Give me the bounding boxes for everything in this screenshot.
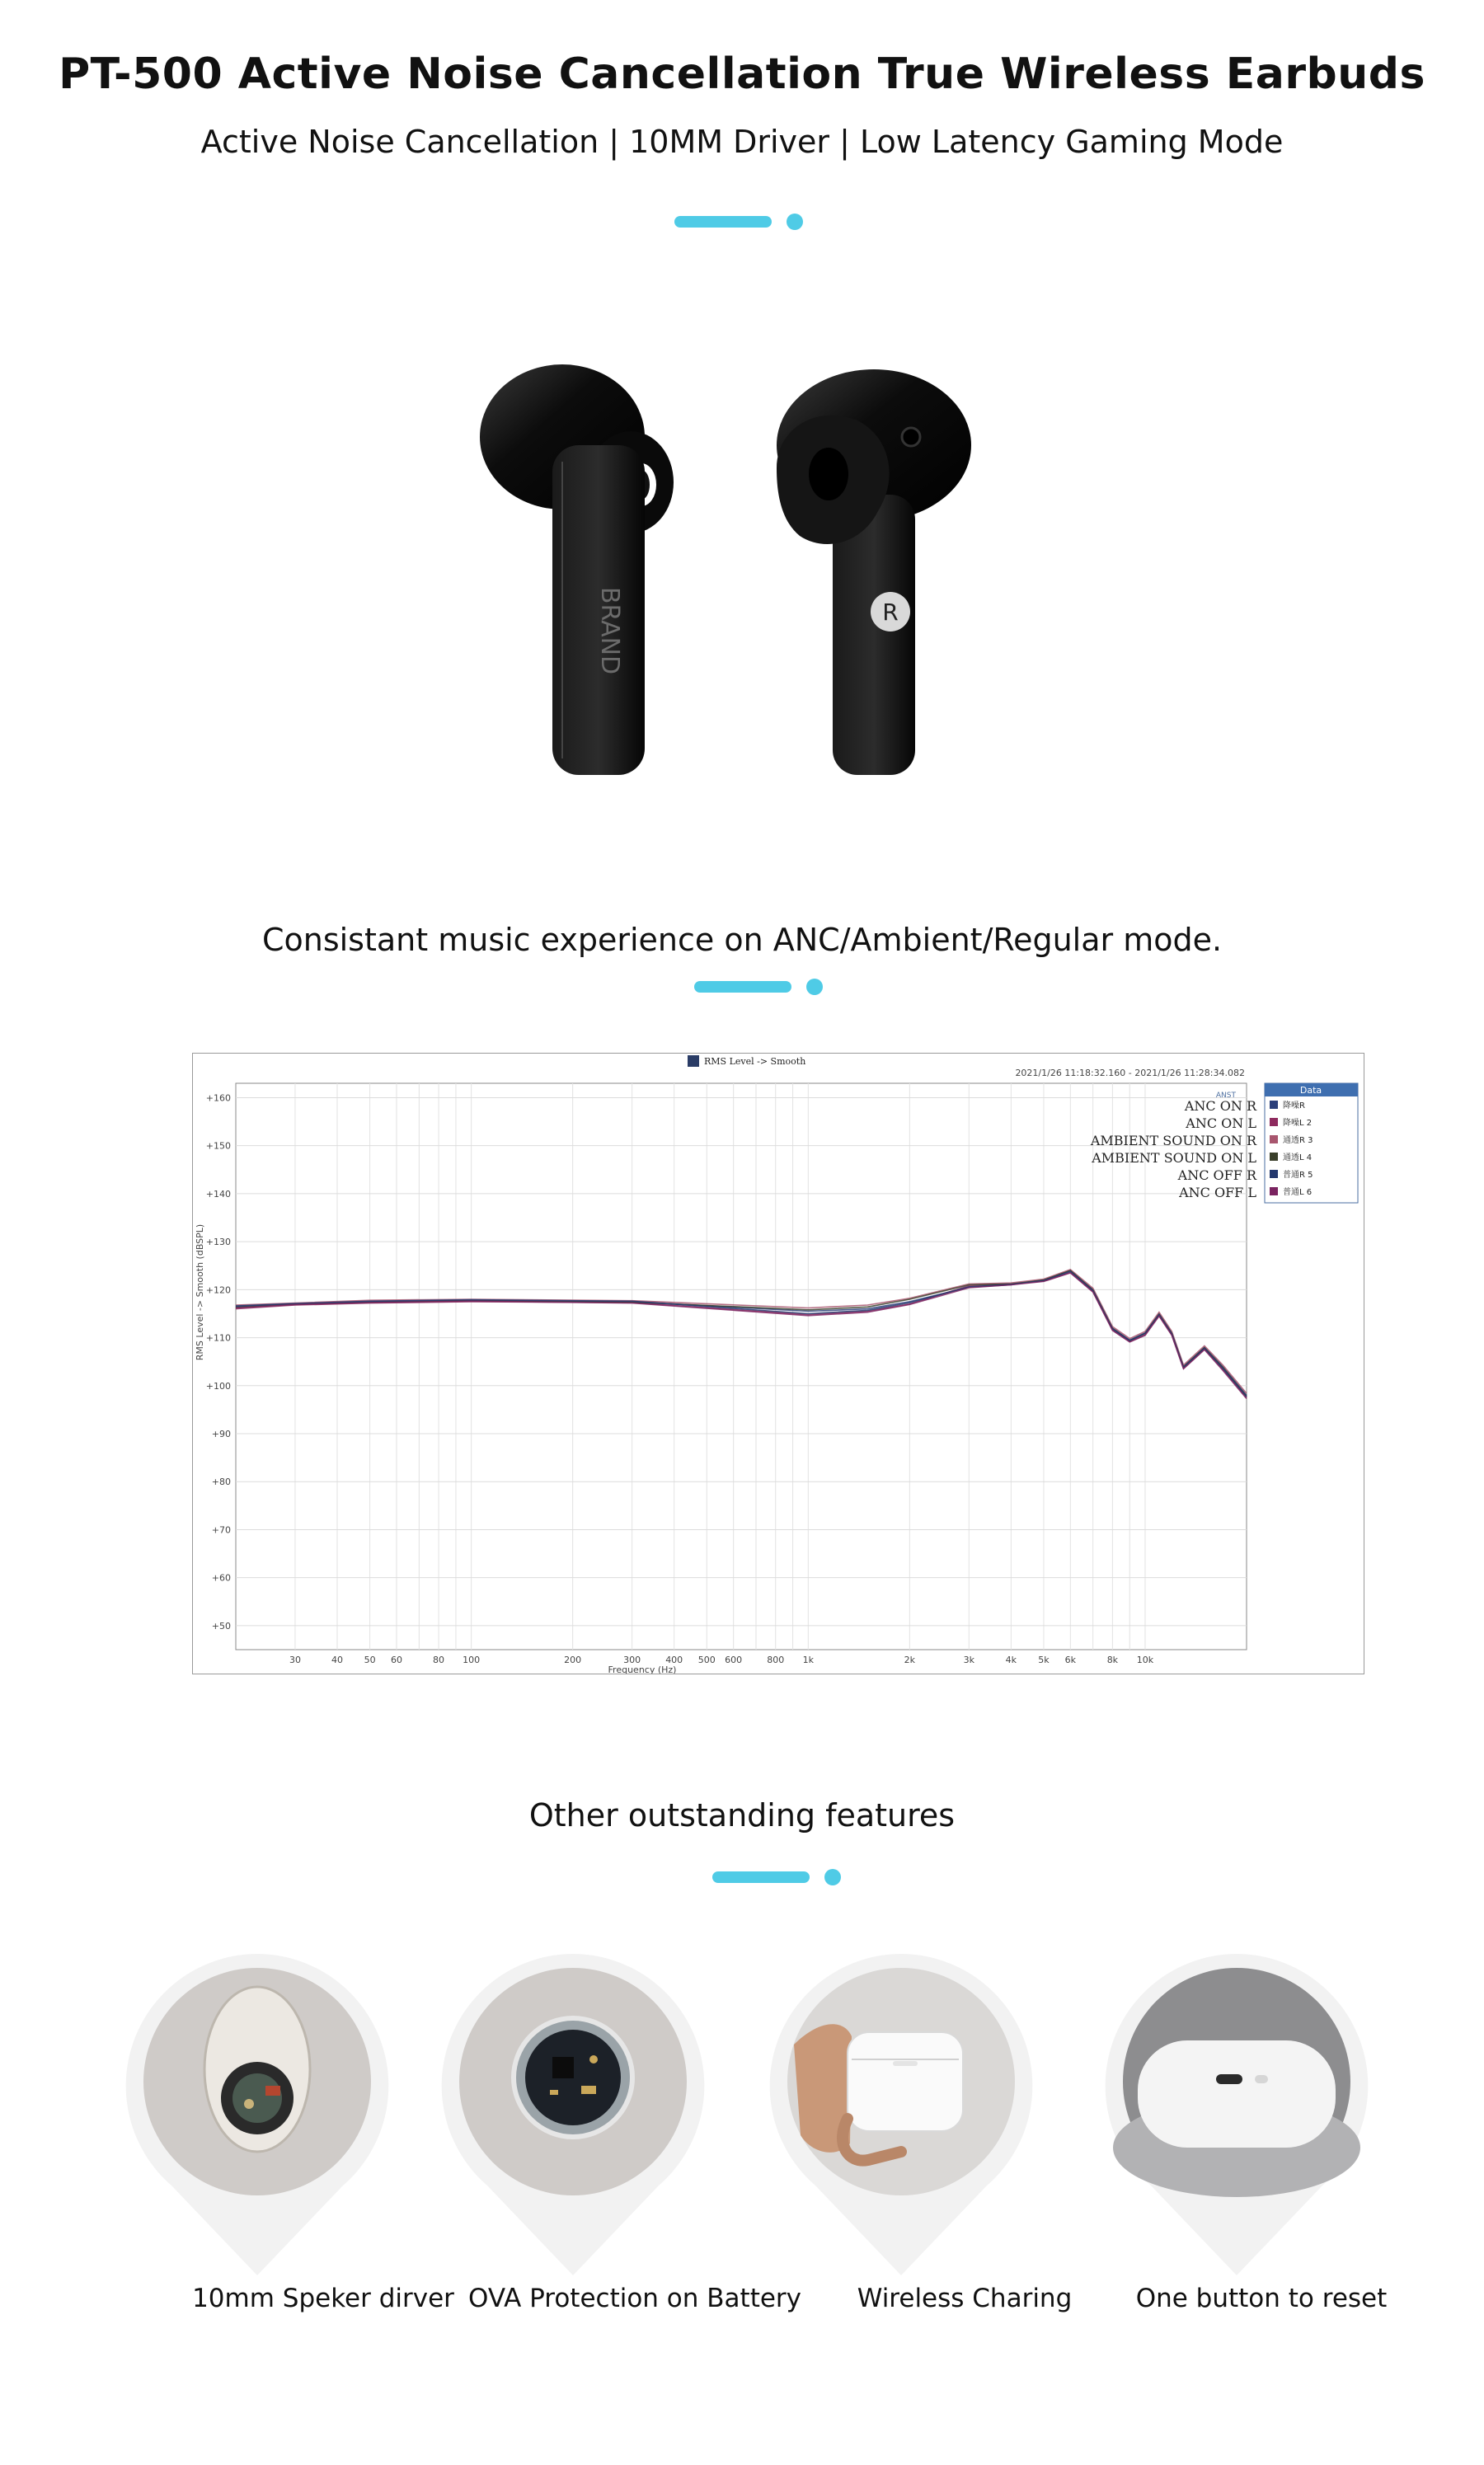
legend-swatch [1270, 1170, 1278, 1178]
y-tick-label: +80 [211, 1477, 231, 1488]
y-tick-label: +130 [205, 1237, 231, 1248]
legend-swatch-label: 降噪L 2 [1283, 1119, 1313, 1128]
legend-swatch-label: 普通R 5 [1283, 1171, 1313, 1180]
legend-data-title: Data [1299, 1085, 1322, 1096]
x-tick-label: 6k [1064, 1655, 1077, 1665]
x-tick-label: 3k [963, 1655, 974, 1665]
x-tick-label: 600 [725, 1655, 743, 1665]
x-axis-label: Frequency (Hz) [608, 1664, 677, 1674]
x-tick-label: 4k [1005, 1655, 1017, 1665]
feature-label-speaker: 10mm Speker dirver [192, 2284, 454, 2313]
y-tick-label: +150 [205, 1140, 231, 1152]
right-marker-r: R [882, 599, 899, 626]
x-tick-label: 500 [697, 1655, 716, 1665]
y-tick-label: +90 [211, 1429, 231, 1440]
x-tick-label: 800 [767, 1655, 785, 1665]
section-title-features: Other outstanding features [528, 1797, 956, 1833]
legend-swatch-label: 通透L 4 [1283, 1153, 1313, 1162]
x-tick-label: 2k [904, 1655, 916, 1665]
y-tick-label: +120 [205, 1284, 231, 1296]
plot-area [236, 1083, 1247, 1650]
earbuds-product-image [462, 346, 1039, 791]
x-tick-label: 60 [390, 1655, 402, 1665]
x-tick-label: 100 [463, 1655, 481, 1665]
y-tick-label: +160 [205, 1092, 231, 1104]
feature-label-wireless-charging: Wireless Charing [857, 2284, 1073, 2313]
legend-entry-label: ANC OFF L [1179, 1185, 1256, 1200]
feature-label-reset: One button to reset [1135, 2284, 1388, 2313]
y-tick-label: +100 [205, 1380, 231, 1392]
y-axis-label: RMS Level -> Smooth (dBSPL) [195, 1223, 205, 1361]
legend-entry-label: AMBIENT SOUND ON L [1092, 1150, 1256, 1166]
legend-swatch [1270, 1101, 1278, 1109]
speaker-driver-icon [204, 1987, 310, 2152]
page-title: PT-500 Active Noise Cancellation True Wireless Earbuds [59, 49, 1425, 99]
y-tick-label: +140 [205, 1188, 231, 1200]
feature-badge-reset [1105, 1954, 1369, 2284]
legend-entry-label: AMBIENT SOUND ON R [1090, 1133, 1256, 1148]
x-tick-label: 50 [364, 1655, 376, 1665]
feature-badge-wireless-charging [769, 1954, 1033, 2284]
x-tick-label: 1k [802, 1655, 814, 1665]
x-tick-label: 400 [665, 1655, 683, 1665]
chart-timestamp: 2021/1/26 11:18:32.160 - 2021/1/26 11:28:34.082 [1015, 1068, 1245, 1078]
legend-header: ANST [1215, 1092, 1236, 1100]
circuit-board-icon [514, 2018, 632, 2137]
y-tick-label: +110 [205, 1332, 231, 1344]
x-tick-label: 200 [564, 1655, 582, 1665]
legend-swatch [1270, 1187, 1278, 1195]
legend-entry-label: ANC ON R [1184, 1098, 1256, 1114]
legend-swatch [1270, 1135, 1278, 1143]
legend-entry-label: ANC OFF R [1177, 1167, 1256, 1183]
feature-badge-battery [441, 1954, 705, 2284]
section-title-response: Consistant music experience on ANC/Ambient/Regular mode. [261, 922, 1223, 958]
left-earbud [480, 364, 674, 775]
x-tick-label: 300 [623, 1655, 641, 1665]
right-earbud [777, 369, 971, 775]
charging-case-button-icon [1113, 2040, 1360, 2197]
legend-swatch [1270, 1153, 1278, 1161]
chart-title-icon [688, 1055, 699, 1067]
y-tick-label: +50 [211, 1620, 231, 1632]
legend-entry-label: ANC ON L [1186, 1115, 1256, 1131]
feature-label-battery: OVA Protection on Battery [467, 2284, 802, 2313]
brand-marking: BRAND [595, 586, 624, 675]
x-tick-label: 10k [1136, 1655, 1154, 1665]
x-tick-label: 80 [433, 1655, 445, 1665]
page-subtitle: Active Noise Cancellation | 10MM Driver | Low Latency Gaming Mode [200, 124, 1284, 160]
x-tick-label: 30 [289, 1655, 301, 1665]
x-tick-label: 5k [1038, 1655, 1050, 1665]
legend-swatch-label: 降噪R [1283, 1101, 1305, 1110]
x-tick-label: 8k [1106, 1655, 1119, 1665]
frequency-response-chart [192, 1053, 1364, 1674]
feature-badge-speaker [125, 1954, 389, 2284]
legend-swatch [1270, 1118, 1278, 1126]
legend-swatch-label: 普通L 6 [1283, 1188, 1313, 1197]
chart-canvas [193, 1054, 1364, 1674]
x-tick-label: 40 [331, 1655, 344, 1665]
chart-title: RMS Level -> Smooth [704, 1056, 806, 1067]
y-tick-label: +60 [211, 1572, 231, 1584]
y-tick-label: +70 [211, 1524, 231, 1536]
legend-swatch-label: 通透R 3 [1283, 1136, 1313, 1145]
